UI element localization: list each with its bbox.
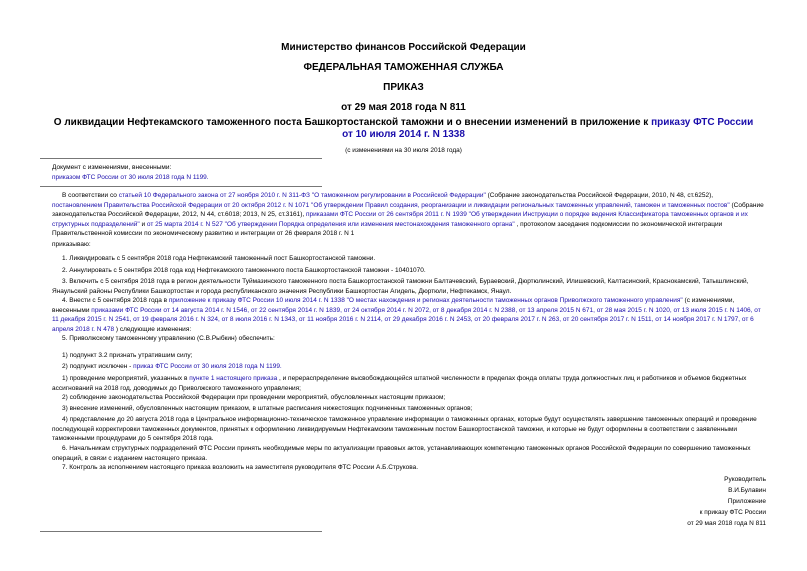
- doc-title-text: О ликвидации Нефтекамского таможенного поста Башкортостанской таможни и о внесении изменений в приложение к: [53, 117, 649, 128]
- point-2: 2) соблюдение законодательства Российской Федерации при проведении мероприятий, обусловленных настоящим приказом;: [62, 394, 446, 401]
- preamble-text-3: (Собрание законодательства Российской Федерации, 2012, N 44, ст.6018; 2013, N 25, ст.3161),: [52, 201, 764, 218]
- preamble-link-decree[interactable]: постановлением Правительства Российской Федерации от 20 октября 2012 г. N 1071 "Об утверждении Правил создания, реорганизации и ликвидации региональных таможенных управлений, таможен и таможенных постов": [52, 201, 730, 209]
- service-name: ФЕДЕРАЛЬНАЯ ТАМОЖЕННАЯ СЛУЖБА: [303, 62, 504, 73]
- item-4-text-3: ) следующие изменения:: [115, 325, 192, 333]
- preamble-link-law[interactable]: статьей 10 Федерального закона от 27 ноября 2010 г. N 311-ФЗ "О таможенном регулировании в Российской Федерации": [118, 192, 486, 199]
- item-4-text-1: 4. Внести с 5 сентября 2018 года в: [62, 297, 168, 304]
- ministry-name: Министерство финансов Российской Федерации: [281, 42, 526, 53]
- point-1-text-1: 1) проведение мероприятий, указанных в: [62, 375, 188, 382]
- item-4: [52, 296, 764, 334]
- subitem-2-text: 2) подпункт исключен -: [62, 363, 132, 370]
- preamble: [52, 191, 764, 239]
- item-1: 1. Ликвидировать с 5 сентября 2018 года Нефтекамский таможенный пост Башкортостанской таможни.: [62, 255, 376, 262]
- item-4-text-2: (с изменениями, внесенными: [52, 297, 735, 314]
- preamble-link-order527[interactable]: от 25 марта 2014 г. N 527 "Об утверждении Порядка определения или изменения местонахождения таможенного органа": [146, 220, 515, 228]
- preamble-text-4: и: [141, 220, 146, 228]
- amendment-note-link[interactable]: приказом ФТС России от 30 июля 2018 года N 1199.: [52, 173, 209, 181]
- divider-top: [40, 158, 322, 159]
- order-word: приказываю:: [52, 241, 91, 248]
- point-1: [52, 374, 764, 393]
- item-6: 6. Начальникам структурных подразделений ФТС России принять необходимые меры по актуализации правовых актов, устанавливающих компетенцию таможенных органов Российской Федерации по совершению таможенных операций, в связи с изданием настоящего приказа.: [52, 445, 751, 462]
- subitem-2-link[interactable]: приказ ФТС России от 30 июля 2018 года N 1199.: [133, 363, 282, 370]
- amendment-note: [52, 163, 764, 182]
- item-3: 3. Включить с 5 сентября 2018 года в регион деятельности Туймазинского таможенного поста Башкортостанской таможни Балтачевский, Бураевский, Дюртюлинский, Илишевский, Калтасинский, Краснокамский, Татышлинский, Янаульский районы Республики Башкортостан и города республиканского значения Республики Башкортостан Агидель, Дюртюли, Нефтекамск, Янаул.: [52, 278, 749, 295]
- doc-title-link[interactable]: приказу ФТС России от 10 июля 2014 г. N 1338: [342, 117, 754, 140]
- item-4-link-orders[interactable]: приказами ФТС России от 14 августа 2014 г. N 1546, от 22 сентября 2014 г. N 1839, от 24 октября 2014 г. N 2072, от 8 декабря 2014 г. N 2388, от 13 апреля 2015 N 671, от 28 мая 2015 г. N 1020, от 13 июля 2015 г. N 1406, от 11 декабря 2015 г. N 2541, от 19 февраля 2016 г. N 324, от 8 июля 2016 г. N 1343, от 11 ноября 2016 г. N 2114, от 29 декабря 2016 г. N 2453, от 20 февраля 2017 г. N 263, от 20 сентября 2017 г. N 1511, от 14 ноября 2017 г. N 1797, от 6 апреля 2018 г. N 478: [52, 306, 761, 333]
- divider-bottom: [40, 531, 322, 532]
- doc-type: ПРИКАЗ: [383, 82, 424, 93]
- preamble-text-2: (Собрание законодательства Российской Федерации, 2010, N 48, ст.6252),: [487, 192, 714, 199]
- item-4-link-appendix[interactable]: приложение к приказу ФТС России 10 июля 2014 г. N 1338 "О местах нахождения и регионах деятельности таможенных органов Приволжского таможенного управления": [168, 297, 683, 304]
- appendix-label: Приложение: [727, 498, 766, 505]
- point-4: 4) представление до 20 августа 2018 года в Центральное информационно-техническое таможенное управление информации о таможенных органах, которые будут осуществлять завершение таможенных операций и проведение последующей корректировки таможенных документов, принятых к оформлению ликвидируемым Нефтекамским таможенным постом Башкортостанской таможни, и которые не будут оформлены в соответствии с заявленными таможенными процедурами до 5 сентября 2018 года.: [52, 416, 757, 442]
- item-2: 2. Аннулировать с 5 сентября 2018 года код Нефтекамского таможенного поста Башкортостанской таможни - 10401070.: [62, 267, 426, 274]
- point-1-text-2: , и перераспределение высвобождающейся штатной численности в пределах фонда оплаты труда должностных лиц и работников и объемов бюджетных ассигнований на 2018 год, доводимых до Приволжского таможенного управления;: [52, 375, 747, 392]
- subitem-2: [52, 362, 764, 372]
- point-1-link[interactable]: пункте 1 настоящего приказа: [189, 375, 278, 382]
- appendix-date: от 29 мая 2018 года N 811: [687, 520, 766, 527]
- signature-role: Руководитель: [724, 476, 766, 483]
- amended-note: (с изменениями на 30 июля 2018 года): [345, 147, 462, 154]
- preamble-link-order1939[interactable]: приказами ФТС России от 26 сентября 2011 г. N 1939 "Об утверждении Инструкции о порядке ведения Классификатора таможенных органов и их структурных подразделений": [52, 211, 748, 228]
- subitem-1: 1) подпункт 3.2 признать утратившим силу;: [62, 352, 193, 359]
- preamble-text-5: , протоколом заседания подкомиссии по экономической интеграции Правительственной комиссии по экономическому развитию и интеграции от 26 февраля 2018 г. N 1: [52, 220, 723, 237]
- item-5: 5. Приволжскому таможенному управлению (С.В.Рыбкин) обеспечить:: [62, 335, 275, 342]
- preamble-text-1: В соответствии со: [62, 192, 117, 199]
- signature-name: В.И.Булавин: [728, 487, 766, 494]
- doc-title: [50, 117, 757, 141]
- point-3: 3) внесение изменений, обусловленных настоящим приказом, в штатные расписания нижестоящих подчиненных таможенных органов;: [62, 405, 473, 412]
- amendment-note-label: Документ с изменениями, внесенными:: [52, 164, 172, 171]
- item-7: 7. Контроль за исполнением настоящего приказа возложить на заместителя руководителя ФТС России А.Б.Струкова.: [62, 464, 419, 471]
- doc-date: от 29 мая 2018 года N 811: [341, 102, 466, 113]
- divider-mid: [40, 186, 322, 187]
- appendix-to: к приказу ФТС России: [699, 509, 766, 516]
